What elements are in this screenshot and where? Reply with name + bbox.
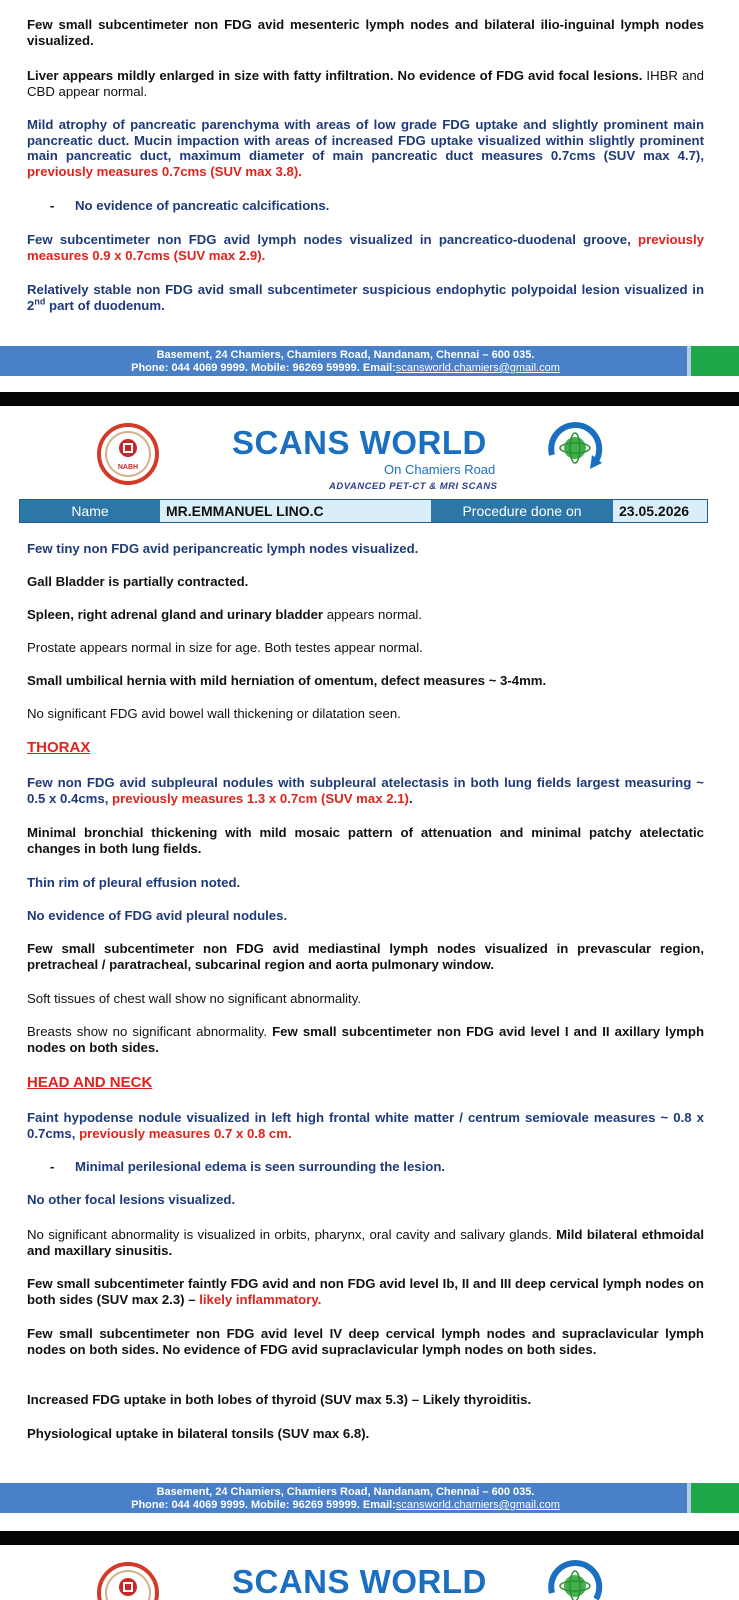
section-heading-thorax: THORAX [27, 739, 91, 756]
finding-chest-wall: Soft tissues of chest wall show no significant abnormality. [27, 991, 361, 1006]
bullet-perilesional-edema: - Minimal perilesional edema is seen surrounding the lesion. [50, 1159, 446, 1174]
finding-tonsils: Physiological uptake in bilateral tonsils (SUV max 6.8). [27, 1426, 370, 1441]
brand-title: SCANS WORLD [232, 1563, 487, 1600]
scans-world-logo-icon [544, 417, 606, 479]
footer-green-block [691, 346, 739, 376]
finding-mediastinal-nodes: Few small subcentimeter non FDG avid mediastinal lymph nodes visualized in prevascular region, pretracheal / paratracheal, subcarinal region and aorta pulmonary window. [27, 941, 704, 972]
footer-contact: Phone: 044 4069 9999. Mobile: 96269 59999. Email:scansworld.chamiers@gmail.com [131, 1499, 560, 1511]
page-separator [0, 1531, 739, 1545]
finding-breasts: Breasts show no significant abnormality. Few small subcentimeter non FDG avid level I and II axillary lymph nodes on both sides. [27, 1024, 704, 1055]
footer-address: Basement, 24 Chamiers, Chamiers Road, Nandanam, Chennai – 600 035. [156, 349, 535, 361]
finding-liver: Liver appears mildly enlarged in size with fatty infiltration. No evidence of FDG avid focal lesions. IHBR and CBD appear normal. [27, 68, 704, 99]
finding-subpleural-nodules: Few non FDG avid subpleural nodules with subpleural atelectasis in both lung fields largest measuring ~ 0.5 x 0.4cms, previously measures 1.3 x 0.7cm (SUV max 2.1). [27, 775, 704, 806]
finding-pancreas: Mild atrophy of pancreatic parenchyma with areas of low grade FDG uptake and slightly prominent main pancreatic duct. Mucin impaction with areas of increased FDG uptake visualized within slightly prominent main pancreatic duct, maximum diameter of main pancreatic duct measures 0.7cms (SUV max 4.7), previously measures 0.7cms (SUV max 3.8). [27, 117, 704, 179]
finding-mesenteric-nodes: Few small subcentimeter non FDG avid mesenteric lymph nodes and bilateral ilio-inguinal lymph nodes visualized. [27, 17, 704, 48]
brand-title: SCANS WORLD [232, 424, 487, 461]
page-footer [0, 346, 739, 376]
procedure-date: 23.05.2026 [613, 500, 707, 522]
finding-cervical-nodes: Few small subcentimeter faintly FDG avid and non FDG avid level Ib, II and III deep cervical lymph nodes on both sides (SUV max 2.3) – likely inflammatory. [27, 1276, 704, 1307]
nabh-badge-icon [97, 1562, 159, 1600]
section-heading-head-neck: HEAD AND NECK [27, 1074, 153, 1091]
name-label: Name [20, 500, 160, 522]
finding-peripancreatic-nodes: Few tiny non FDG avid peripancreatic lymph nodes visualized. [27, 541, 419, 556]
brand-location: On Chamiers Road [384, 462, 496, 477]
bullet-pancreatic-calcifications: - No evidence of pancreatic calcifications. [50, 198, 330, 213]
footer-contact: Phone: 044 4069 9999. Mobile: 96269 59999. Email:scansworld.chamiers@gmail.com [131, 362, 560, 374]
footer-email-link[interactable]: scansworld.chamiers@gmail.com [395, 1499, 560, 1511]
finding-pancreatico-duodenal-nodes: Few subcentimeter non FDG avid lymph nodes visualized in pancreatico-duodenal groove, previously measures 0.9 x 0.7cms (SUV max 2.9). [27, 232, 704, 263]
footer-green-block [691, 1483, 739, 1513]
finding-level-iv-nodes: Few small subcentimeter non FDG avid level IV deep cervical lymph nodes and supraclavicular lymph nodes on both sides. No evidence of FDG avid supraclavicular lymph nodes on both sides. [27, 1326, 704, 1357]
finding-duodenal-lesion: Relatively stable non FDG avid small subcentimeter suspicious endophytic polypoidal lesion visualized in 2nd part of duodenum. [27, 282, 704, 313]
page-footer [0, 1483, 739, 1513]
nabh-badge-icon [97, 423, 159, 485]
finding-pleural-nodules: No evidence of FDG avid pleural nodules. [27, 908, 288, 923]
finding-gall-bladder: Gall Bladder is partially contracted. [27, 574, 249, 589]
finding-prostate: Prostate appears normal in size for age. Both testes appear normal. [27, 640, 423, 655]
finding-bowel: No significant FDG avid bowel wall thickening or dilatation seen. [27, 706, 401, 721]
brand-tagline: ADVANCED PET-CT & MRI SCANS [329, 481, 498, 492]
footer-email-link[interactable]: scansworld.chamiers@gmail.com [395, 362, 560, 374]
procedure-label: Procedure done on [431, 500, 613, 522]
finding-hernia: Small umbilical hernia with mild herniation of omentum, defect measures ~ 3-4mm. [27, 673, 547, 688]
finding-orbits-sinusitis: No significant abnormality is visualized in orbits, pharynx, oral cavity and salivary glands. Mild bilateral ethmoidal and maxillary sinusitis. [27, 1227, 705, 1258]
finding-spleen: Spleen, right adrenal gland and urinary bladder appears normal. [27, 607, 423, 622]
finding-bronchial-thickening: Minimal bronchial thickening with mild mosaic pattern of attenuation and minimal patchy atelectatic changes in both lung fields. [27, 825, 704, 856]
finding-frontal-nodule: Faint hypodense nodule visualized in left high frontal white matter / centrum semiovale measures ~ 0.8 x 0.7cms, previously measures 0.7 x 0.8 cm. [27, 1110, 704, 1141]
finding-pleural-effusion: Thin rim of pleural effusion noted. [27, 875, 241, 890]
patient-info-bar [19, 499, 708, 523]
finding-thyroid: Increased FDG uptake in both lobes of thyroid (SUV max 5.3) – Likely thyroiditis. [27, 1392, 532, 1407]
page-separator [0, 392, 739, 406]
finding-no-other-lesions: No other focal lesions visualized. [27, 1192, 236, 1207]
patient-name: MR.EMMANUEL LINO.C [160, 500, 431, 522]
footer-address: Basement, 24 Chamiers, Chamiers Road, Nandanam, Chennai – 600 035. [156, 1486, 535, 1498]
svg-text:NABH: NABH [117, 464, 139, 471]
scans-world-logo-icon [544, 1555, 606, 1600]
